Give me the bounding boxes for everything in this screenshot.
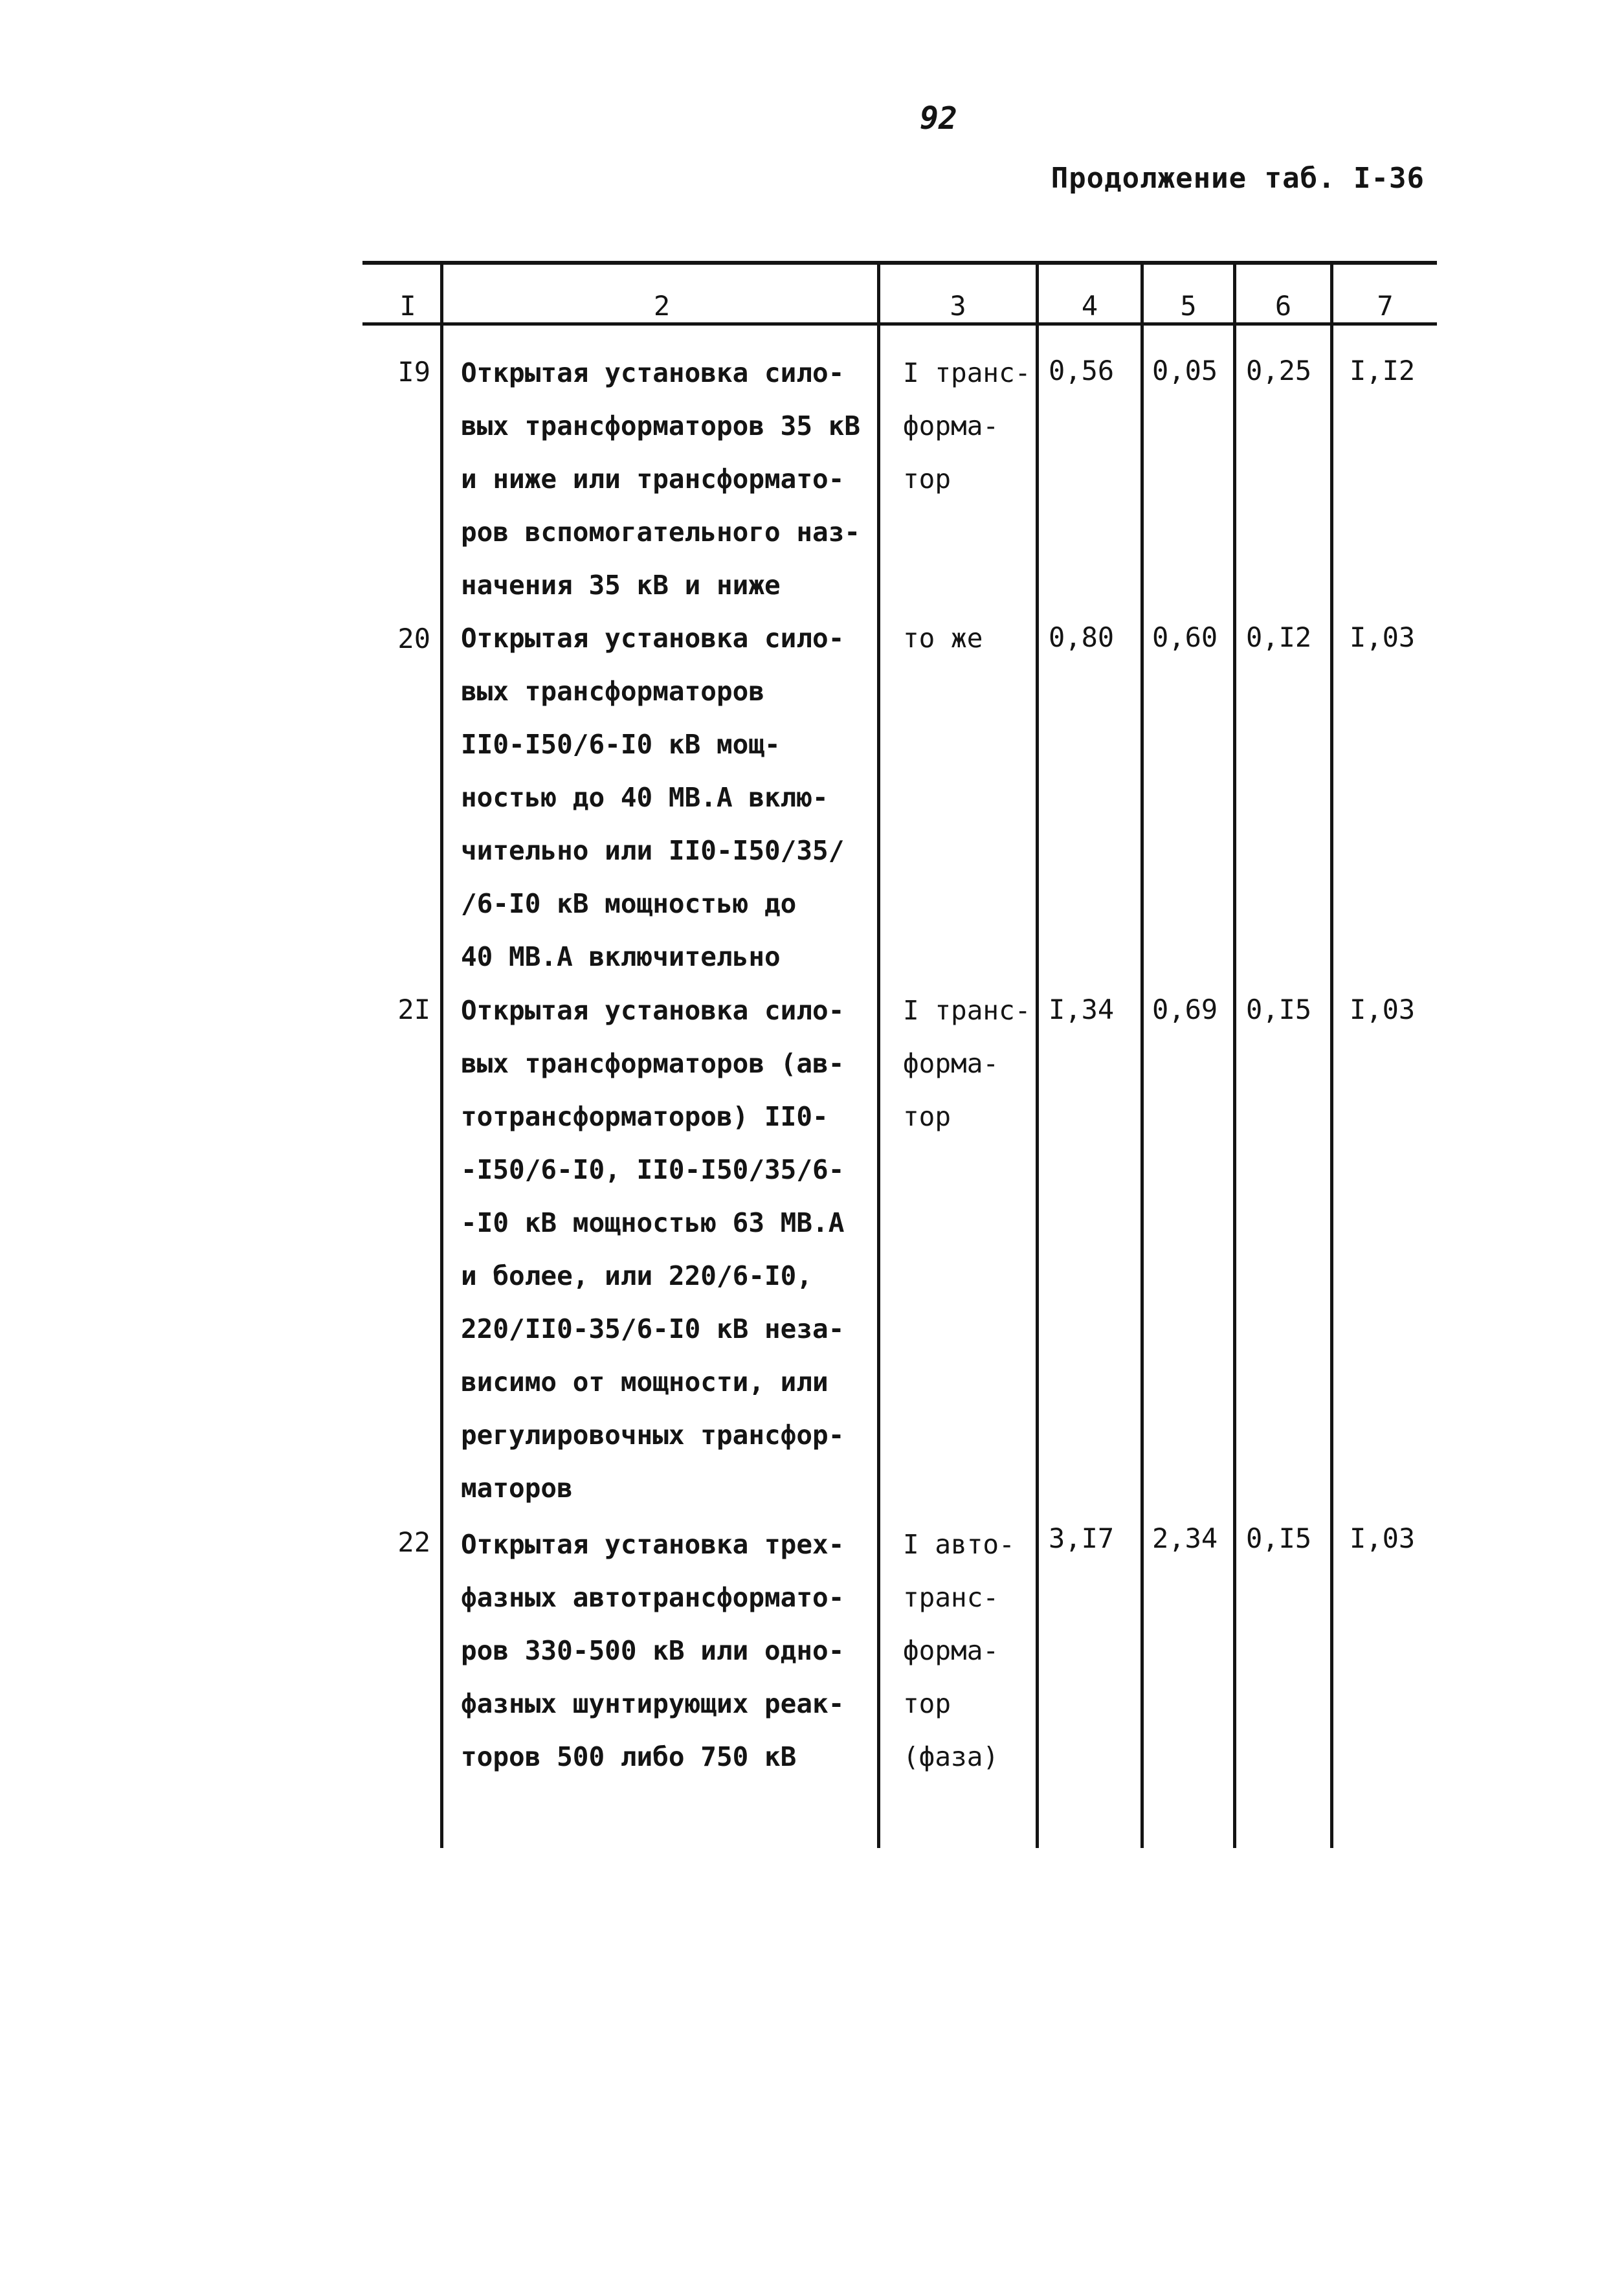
row-unit <box>903 1518 1052 1783</box>
unit-line: тор <box>903 1688 951 1719</box>
description-line: вых трансформаторов 35 кВ <box>461 410 861 441</box>
value-col-4: 3,I7 <box>1049 1522 1115 1554</box>
description-line: чительно или II0-I50/35/ <box>461 835 845 866</box>
unit-line: форма- <box>903 410 999 441</box>
description-line: ров вспомогательного наз- <box>461 517 861 548</box>
description-line: вых трансформаторов (ав- <box>461 1048 845 1079</box>
row-number: 20 <box>397 623 430 654</box>
row-description <box>461 984 875 1515</box>
value-col-5: 0,05 <box>1152 355 1218 386</box>
description-line: фазных шунтирующих реак- <box>461 1688 845 1719</box>
value-col-6: 0,I5 <box>1246 1522 1312 1554</box>
value-col-6: 0,I2 <box>1246 621 1312 653</box>
header-col-7: 7 <box>1377 290 1394 322</box>
row-description <box>461 1518 875 1783</box>
unit-line: тор <box>903 1101 951 1132</box>
header-col-4: 4 <box>1081 290 1098 322</box>
description-line: тотрансформаторов) II0- <box>461 1101 829 1132</box>
row-number: I9 <box>397 356 430 388</box>
description-line: Открытая установка трех- <box>461 1529 845 1560</box>
header-col-6: 6 <box>1274 290 1292 322</box>
description-line: -I0 кВ мощностью 63 МВ.А <box>461 1207 845 1238</box>
unit-line: (фаза) <box>903 1741 999 1772</box>
column-divider-5 <box>1233 262 1236 1848</box>
description-line: ностью до 40 МВ.А вклю- <box>461 782 829 813</box>
column-divider-4 <box>1140 262 1144 1848</box>
row-unit <box>903 346 1052 506</box>
row-number: 22 <box>397 1526 430 1558</box>
table-continuation-label: Продолжение таб. I-36 <box>1051 162 1425 195</box>
description-line: висимо от мощности, или <box>461 1366 829 1398</box>
value-col-7: I,03 <box>1350 994 1416 1025</box>
unit-line: I транс- <box>903 995 1031 1026</box>
description-line: 40 МВ.А включительно <box>461 941 781 972</box>
description-line: регулировочных трансфор- <box>461 1420 845 1451</box>
description-line: начения 35 кВ и ниже <box>461 570 781 601</box>
description-line: и более, или 220/6-I0, <box>461 1260 813 1291</box>
column-divider-1 <box>440 262 443 1848</box>
value-col-7: I,03 <box>1350 621 1416 653</box>
header-col-3: 3 <box>950 290 966 322</box>
header-col-2: 2 <box>653 290 671 322</box>
unit-line: тор <box>903 463 951 495</box>
description-line: фазных автотрансформато- <box>461 1582 845 1613</box>
description-line: маторов <box>461 1473 573 1504</box>
unit-line: транс- <box>903 1582 999 1613</box>
description-line: торов 500 либо 750 кВ <box>461 1741 797 1772</box>
description-line: Открытая установка сило- <box>461 357 845 388</box>
description-line: Открытая установка сило- <box>461 995 845 1026</box>
unit-line: форма- <box>903 1635 999 1666</box>
description-line: II0-I50/6-I0 кВ мощ- <box>461 729 781 760</box>
table-top-rule <box>362 261 1437 265</box>
table-header-rule <box>362 322 1437 326</box>
row-number: 2I <box>397 994 430 1025</box>
description-line: /6-I0 кВ мощностью до <box>461 888 797 919</box>
row-unit <box>903 984 1052 1143</box>
header-col-5: 5 <box>1180 290 1197 322</box>
column-divider-6 <box>1330 262 1333 1848</box>
unit-line: форма- <box>903 1048 999 1079</box>
row-description <box>461 346 875 612</box>
value-col-7: I,I2 <box>1350 355 1416 386</box>
description-line: Открытая установка сило- <box>461 623 845 654</box>
description-line: вых трансформаторов <box>461 676 764 707</box>
description-line: -I50/6-I0, II0-I50/35/6- <box>461 1154 845 1185</box>
row-unit <box>903 612 1052 665</box>
page-number: 92 <box>920 100 957 137</box>
value-col-4: 0,80 <box>1049 621 1115 653</box>
value-col-6: 0,25 <box>1246 355 1312 386</box>
value-col-4: 0,56 <box>1049 355 1115 386</box>
value-col-5: 0,60 <box>1152 621 1218 653</box>
value-col-7: I,03 <box>1350 1522 1416 1554</box>
value-col-4: I,34 <box>1049 994 1115 1025</box>
value-col-5: 2,34 <box>1152 1522 1218 1554</box>
header-col-1: I <box>399 290 416 322</box>
unit-line: I транс- <box>903 357 1031 388</box>
value-col-5: 0,69 <box>1152 994 1218 1025</box>
description-line: и ниже или трансформато- <box>461 463 845 495</box>
value-col-6: 0,I5 <box>1246 994 1312 1025</box>
unit-line: то же <box>903 623 983 654</box>
description-line: ров 330-500 кВ или одно- <box>461 1635 845 1666</box>
description-line: 220/II0-35/6-I0 кВ неза- <box>461 1313 845 1344</box>
unit-line: I авто- <box>903 1529 1015 1560</box>
column-divider-2 <box>877 262 880 1848</box>
row-description <box>461 612 875 983</box>
